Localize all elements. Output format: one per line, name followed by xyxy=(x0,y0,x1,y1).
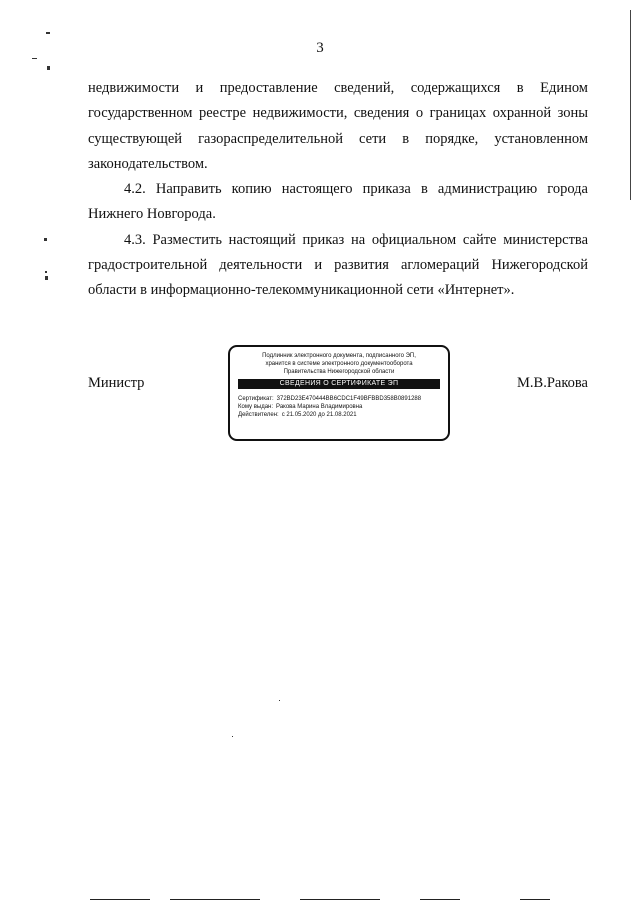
scan-speck xyxy=(279,700,280,701)
scan-speck xyxy=(46,32,50,34)
signatory-name: М.В.Ракова xyxy=(517,375,588,391)
signatory-title: Министр xyxy=(88,375,145,391)
paragraph-4-2: 4.2. Направить копию настоящего приказа в администрацию города Нижнего Новгорода. xyxy=(88,181,588,223)
document-body xyxy=(88,76,588,304)
scan-bottom-edge xyxy=(170,899,260,900)
scan-speck xyxy=(47,66,50,70)
scan-speck xyxy=(232,736,233,737)
scan-bottom-edge xyxy=(520,899,550,900)
stamp-certificate-value: 372BD23E470444BB6CDC1F49BFBBD358B0891288 xyxy=(276,396,422,402)
stamp-title: СВЕДЕНИЯ О СЕРТИФИКАТЕ ЭП xyxy=(238,379,440,389)
stamp-header-line: хранится в системе электронного документооборота xyxy=(265,361,413,367)
stamp-issued-to-value: Ракова Марина Владимировна xyxy=(276,404,363,410)
scan-speck xyxy=(45,276,48,280)
stamp-certificate-label: Сертификат: xyxy=(238,396,274,402)
scan-speck xyxy=(32,58,37,59)
stamp-header-line: Подлинник электронного документа, подписанного ЭП, xyxy=(262,353,416,359)
stamp-valid-row xyxy=(238,411,440,419)
paragraph-4-3: 4.3. Разместить настоящий приказ на официальном сайте министерства градостроительной деятельности и развития агломераций Нижегородской области в информационно-телекоммуникационной сети «Интернет». xyxy=(88,231,588,299)
stamp-certificate-row xyxy=(238,395,440,403)
scan-edge xyxy=(630,10,631,200)
scan-speck xyxy=(44,238,47,241)
electronic-signature-stamp xyxy=(228,345,450,441)
scan-bottom-edge xyxy=(90,899,150,900)
stamp-header-line: Правительства Нижегородской области xyxy=(283,369,395,375)
paragraph-continuation: недвижимости и предоставление сведений, содержащихся в Едином государственном реестре недвижимости, сведения о границах охранной зоны существующей газораспределительной сети в порядке, установленном законодательством. xyxy=(88,80,588,172)
stamp-valid-label: Действителен: xyxy=(238,412,279,418)
stamp-issued-to-label: Кому выдан: xyxy=(238,404,274,410)
stamp-header xyxy=(230,352,448,376)
stamp-issued-to-row xyxy=(238,403,440,411)
scan-speck xyxy=(45,271,47,273)
scan-bottom-edge xyxy=(420,899,460,900)
page-number: 3 xyxy=(316,40,324,56)
stamp-details xyxy=(238,395,440,419)
scan-bottom-edge xyxy=(300,899,380,900)
stamp-valid-value: с 21.05.2020 до 21.08.2021 xyxy=(281,412,357,418)
